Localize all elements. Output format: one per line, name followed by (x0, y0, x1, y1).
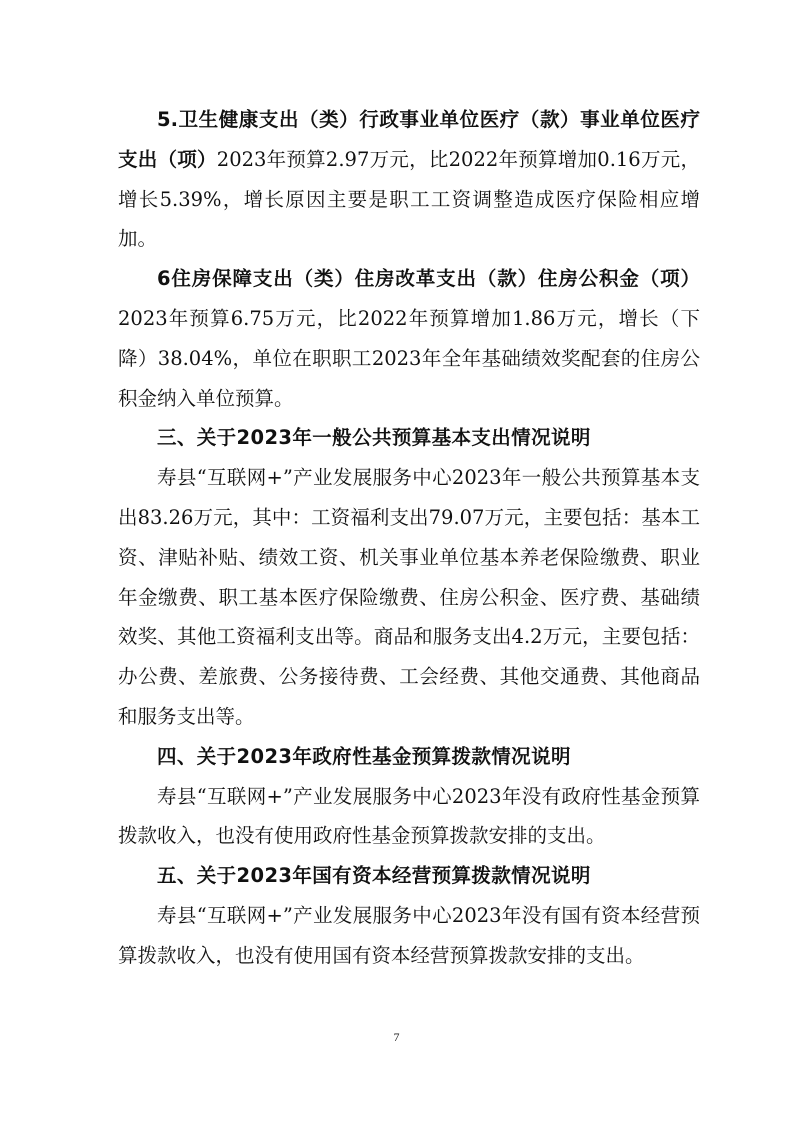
paragraph-lead: 6住房保障支出（类）住房改革支出（款）住房公积金（项） (157, 267, 700, 291)
section-heading-basic-expenditure: 三、关于2023年一般公共预算基本支出情况说明 (157, 426, 591, 450)
paragraph-health-expenditure (118, 100, 700, 259)
paragraph-government-fund: 寿县“互联网+”产业发展服务中心2023年没有政府性基金预算拨款收入，也没有使用政府性基金预算拨款安排的支出。 (118, 784, 700, 848)
document-body (118, 100, 700, 976)
paragraph-basic-expenditure: 寿县“互联网+”产业发展服务中心2023年一般公共预算基本支出83.26万元，其中：工资福利支出79.07万元，主要包括：基本工资、津贴补贴、绩效工资、机关事业单位基本养老保险缴费、职业年金缴费、职工基本医疗保险缴费、住房公积金、医疗费、基础绩效奖、其他工资福利支出等。商品和服务支出4.2万元，主要包括：办公费、差旅费、公务接待费、工会经费、其他交通费、其他商品和服务支出等。 (118, 466, 700, 728)
paragraph-state-capital: 寿县“互联网+”产业发展服务中心2023年没有国有资本经营预算拨款收入，也没有使用国有资本经营预算拨款安排的支出。 (118, 903, 700, 967)
page-number: 7 (393, 1030, 400, 1044)
paragraph-text: 2023年预算2.97万元，比2022年预算增加0.16万元，增长5.39%，增长原因主要是职工工资调整造成医疗保险相应增加。 (118, 147, 700, 251)
paragraph-housing-expenditure (118, 259, 700, 418)
section-heading-government-fund: 四、关于2023年政府性基金预算拨款情况说明 (157, 744, 571, 768)
paragraph-lead: 5.卫生健康支出（类）行政事业单位医疗（款）事业单位医疗支出（项） (118, 108, 700, 171)
section-heading-state-capital: 五、关于2023年国有资本经营预算拨款情况说明 (157, 864, 591, 888)
paragraph-text: 2023年预算6.75万元，比2022年预算增加1.86万元，增长（下降）38.04%，单位在职职工2023年全年基础绩效奖配套的住房公积金纳入单位预算。 (118, 306, 700, 410)
